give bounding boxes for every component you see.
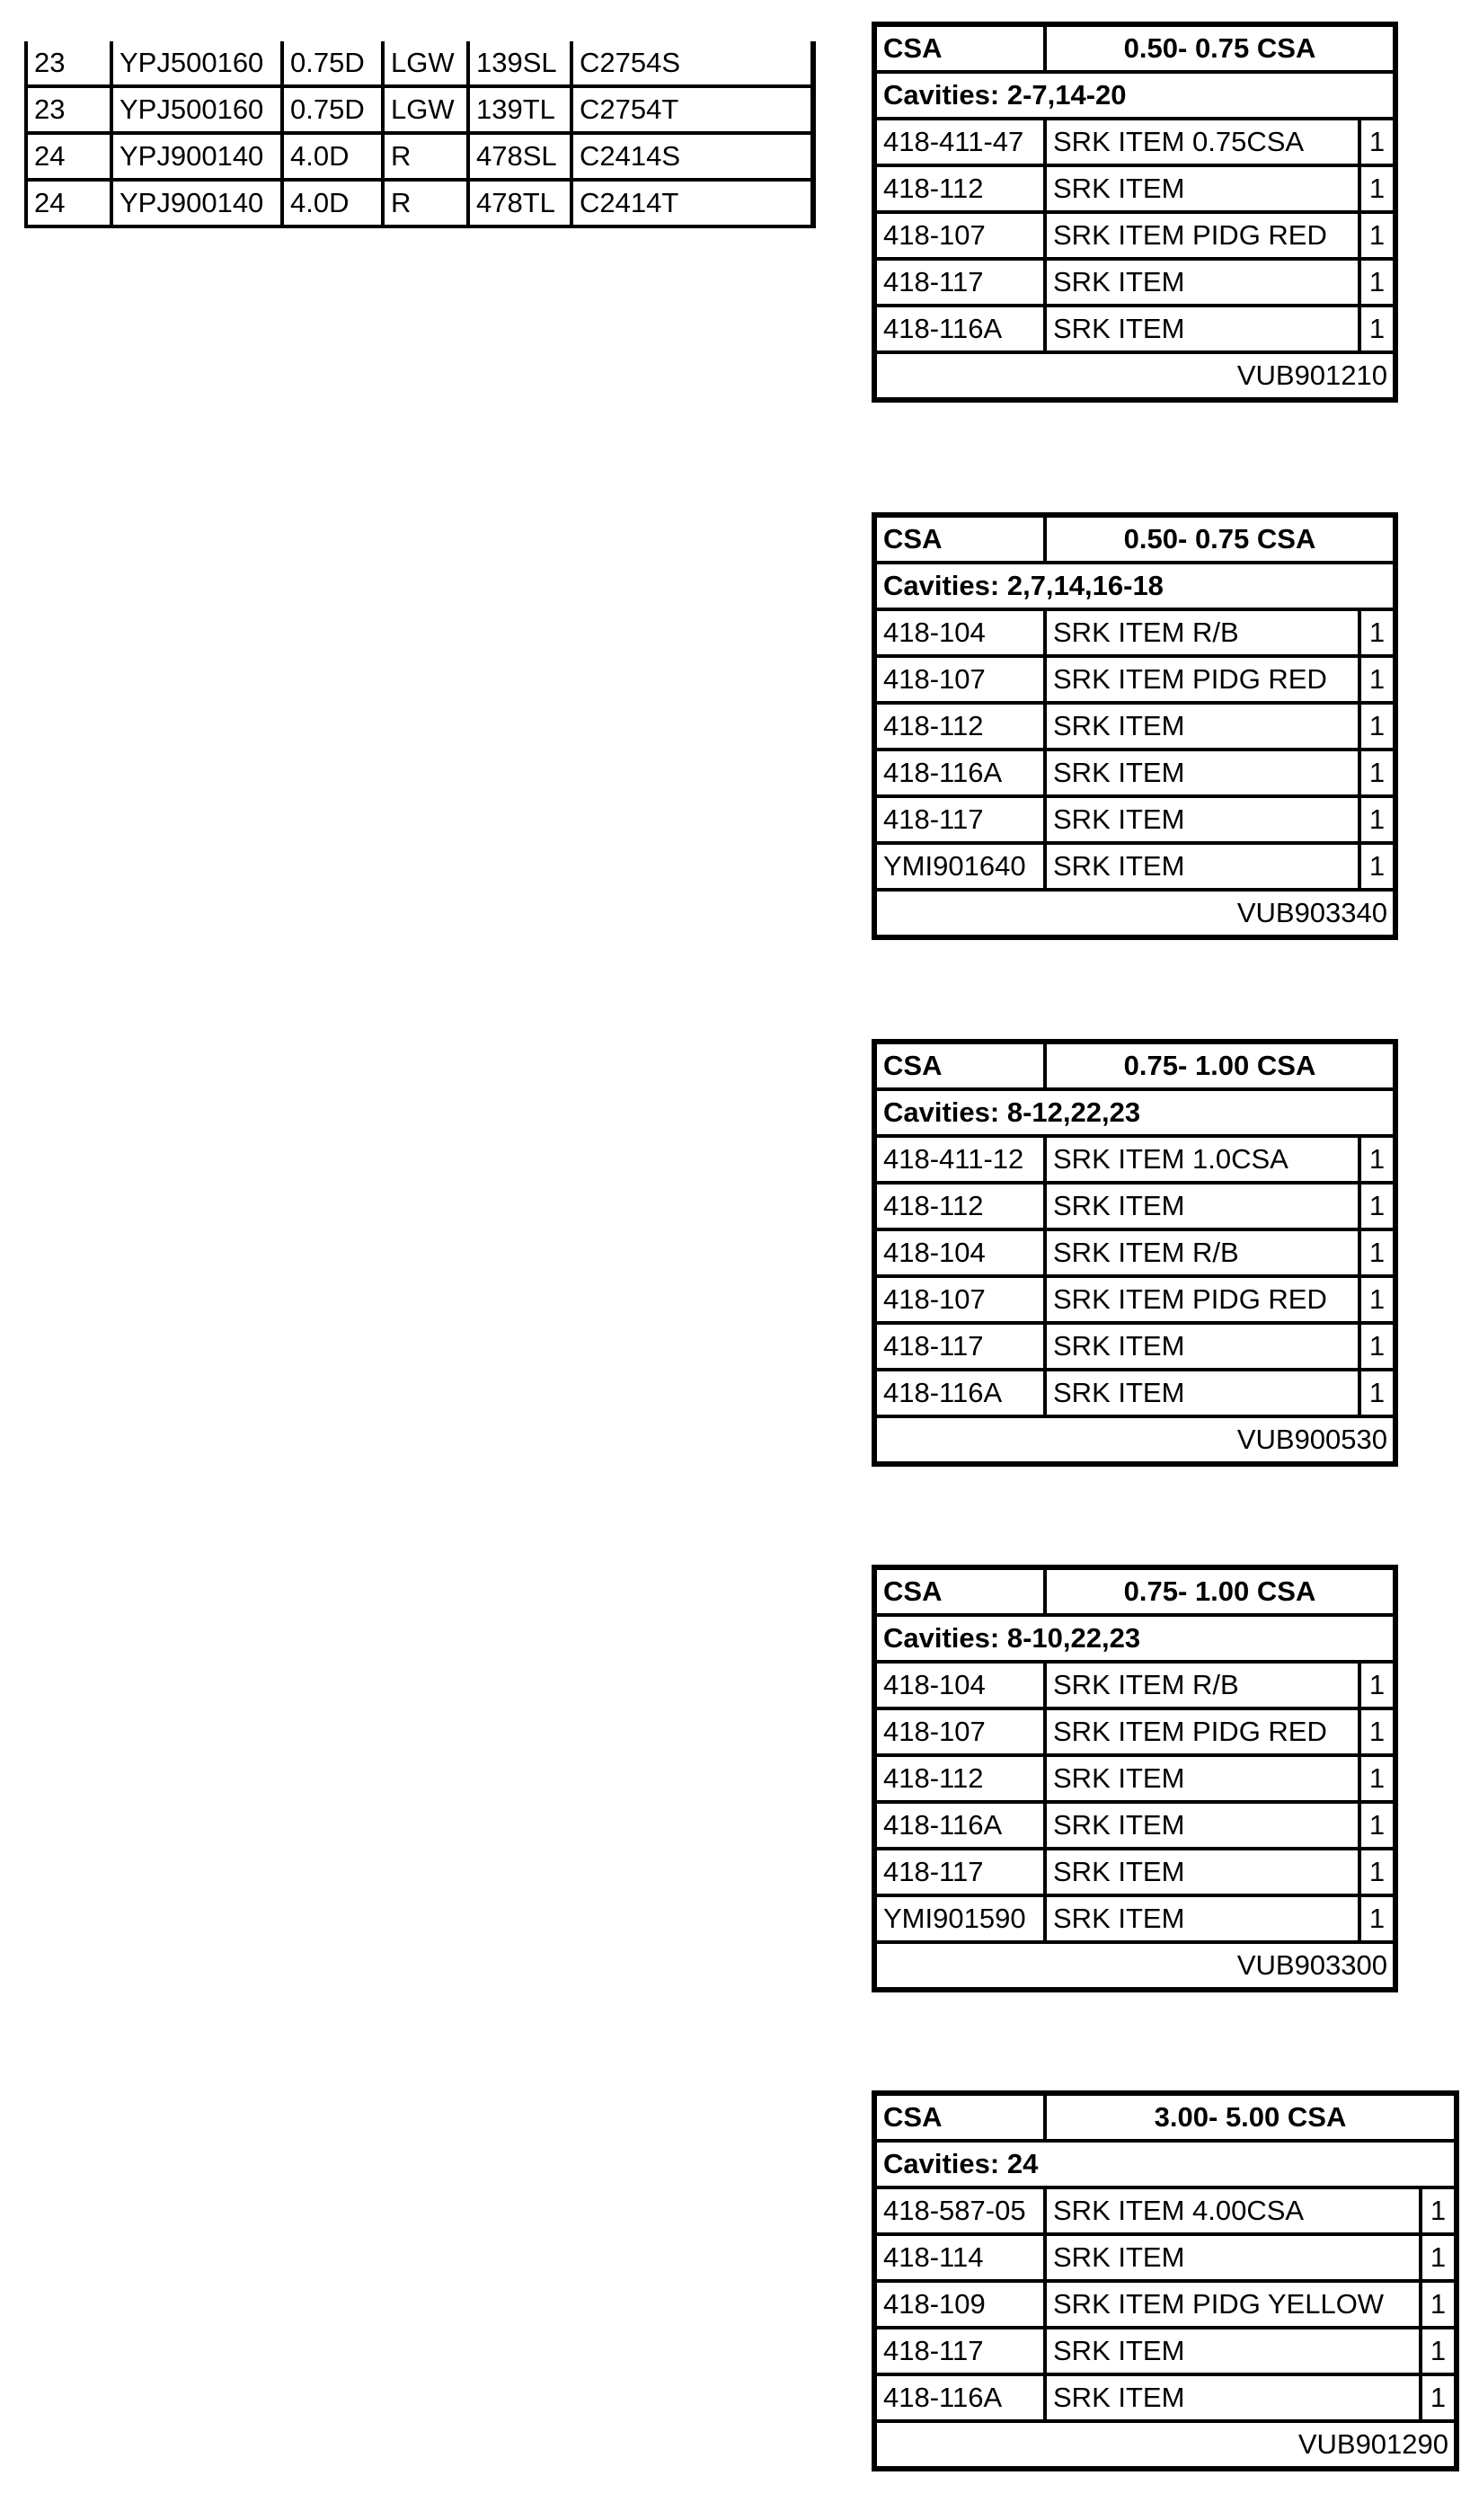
- size-cell: 4.0D: [282, 180, 383, 226]
- item-part: YMI901640: [874, 843, 1045, 890]
- item-part: 418-112: [874, 165, 1045, 212]
- item-qty: 1: [1359, 1276, 1395, 1323]
- kit-item-row: [874, 1895, 1395, 1942]
- item-desc: SRK ITEM: [1045, 259, 1359, 306]
- item-part: 418-116A: [874, 1802, 1045, 1849]
- item-desc: SRK ITEM PIDG RED: [1045, 212, 1359, 259]
- kit-code: VUB901210: [874, 352, 1395, 400]
- kit-header-row: [874, 1042, 1395, 1089]
- item-qty: 1: [1359, 165, 1395, 212]
- item-part: 418-117: [874, 259, 1045, 306]
- kit-range: 0.50- 0.75 CSA: [1045, 24, 1395, 72]
- part-cell: YPJ500160: [111, 86, 282, 133]
- kit-code-row: [874, 352, 1395, 400]
- item-desc: SRK ITEM R/B: [1045, 609, 1359, 656]
- kit-cavities: Cavities: 8-12,22,23: [874, 1089, 1395, 1136]
- item-desc: SRK ITEM: [1045, 1755, 1359, 1802]
- kit-code: VUB900530: [874, 1416, 1395, 1464]
- item-desc: SRK ITEM: [1045, 1370, 1359, 1416]
- item-qty: 1: [1421, 2234, 1457, 2281]
- size-cell: 0.75D: [282, 41, 383, 86]
- kit-label: CSA: [874, 1042, 1045, 1089]
- item-desc: SRK ITEM: [1045, 796, 1359, 843]
- kit-cavities: Cavities: 2-7,14-20: [874, 72, 1395, 119]
- item-part: 418-104: [874, 1229, 1045, 1276]
- cavity-cell: 23: [26, 41, 111, 86]
- circuit-cell: C2754T: [571, 86, 813, 133]
- item-part: 418-411-12: [874, 1136, 1045, 1183]
- kit-range: 0.75- 1.00 CSA: [1045, 1567, 1395, 1615]
- item-qty: 1: [1359, 656, 1395, 703]
- item-desc: SRK ITEM: [1045, 1323, 1359, 1370]
- item-qty: 1: [1359, 1708, 1395, 1755]
- wire-cell: 478TL: [468, 180, 571, 226]
- kit-header-row: [874, 24, 1395, 72]
- item-part: YMI901590: [874, 1895, 1045, 1942]
- item-qty: 1: [1359, 306, 1395, 352]
- item-qty: 1: [1421, 2328, 1457, 2374]
- item-part: 418-116A: [874, 1370, 1045, 1416]
- kit-item-row: [874, 1755, 1395, 1802]
- item-desc: SRK ITEM: [1045, 843, 1359, 890]
- wire-cell: 478SL: [468, 133, 571, 180]
- wire-cell: 139SL: [468, 41, 571, 86]
- item-part: 418-117: [874, 796, 1045, 843]
- circuit-cell: C2414T: [571, 180, 813, 226]
- item-desc: SRK ITEM: [1045, 2328, 1421, 2374]
- kit-label: CSA: [874, 2093, 1045, 2141]
- item-qty: 1: [1421, 2281, 1457, 2328]
- item-qty: 1: [1359, 1802, 1395, 1849]
- item-qty: 1: [1359, 1849, 1395, 1895]
- kit-item-row: [874, 1183, 1395, 1229]
- item-part: 418-587-05: [874, 2187, 1045, 2234]
- csa-kit-table: [872, 512, 1398, 940]
- kit-item-row: [874, 750, 1395, 796]
- color-cell: R: [383, 180, 468, 226]
- item-desc: SRK ITEM PIDG YELLOW: [1045, 2281, 1421, 2328]
- part-cell: YPJ900140: [111, 133, 282, 180]
- kit-cavities-row: [874, 72, 1395, 119]
- item-qty: 1: [1421, 2187, 1457, 2234]
- kit-item-row: [874, 259, 1395, 306]
- kit-item-row: [874, 2281, 1457, 2328]
- kit-code-row: [874, 1416, 1395, 1464]
- kit-code-row: [874, 1942, 1395, 1990]
- item-part: 418-114: [874, 2234, 1045, 2281]
- item-part: 418-109: [874, 2281, 1045, 2328]
- item-qty: 1: [1359, 259, 1395, 306]
- kit-item-row: [874, 165, 1395, 212]
- kit-code-row: [874, 890, 1395, 937]
- csa-kit-table: [872, 22, 1398, 403]
- kit-item-row: [874, 1276, 1395, 1323]
- item-desc: SRK ITEM 0.75CSA: [1045, 119, 1359, 165]
- kit-item-row: [874, 1229, 1395, 1276]
- kit-cavities-row: [874, 563, 1395, 609]
- item-part: 418-107: [874, 656, 1045, 703]
- cavity-cell: 23: [26, 86, 111, 133]
- part-cell: YPJ900140: [111, 180, 282, 226]
- kit-item-row: [874, 212, 1395, 259]
- kit-cavities-row: [874, 2141, 1457, 2187]
- item-part: 418-104: [874, 609, 1045, 656]
- kit-item-row: [874, 306, 1395, 352]
- kit-item-row: [874, 703, 1395, 750]
- kit-label: CSA: [874, 24, 1045, 72]
- item-desc: SRK ITEM: [1045, 1849, 1359, 1895]
- item-qty: 1: [1421, 2374, 1457, 2421]
- item-desc: SRK ITEM PIDG RED: [1045, 656, 1359, 703]
- kit-code: VUB903300: [874, 1942, 1395, 1990]
- item-desc: SRK ITEM: [1045, 306, 1359, 352]
- kit-item-row: [874, 1323, 1395, 1370]
- kit-item-row: [874, 1802, 1395, 1849]
- kit-label: CSA: [874, 1567, 1045, 1615]
- item-desc: SRK ITEM: [1045, 2374, 1421, 2421]
- item-qty: 1: [1359, 1323, 1395, 1370]
- item-desc: SRK ITEM: [1045, 703, 1359, 750]
- item-qty: 1: [1359, 212, 1395, 259]
- table-row: [26, 41, 813, 86]
- item-desc: SRK ITEM: [1045, 1895, 1359, 1942]
- item-qty: 1: [1359, 1183, 1395, 1229]
- cavity-cell: 24: [26, 133, 111, 180]
- item-part: 418-107: [874, 212, 1045, 259]
- kit-label: CSA: [874, 515, 1045, 563]
- kit-cavities: Cavities: 24: [874, 2141, 1457, 2187]
- item-qty: 1: [1359, 119, 1395, 165]
- item-qty: 1: [1359, 1755, 1395, 1802]
- item-qty: 1: [1359, 609, 1395, 656]
- item-part: 418-112: [874, 1755, 1045, 1802]
- item-part: 418-116A: [874, 750, 1045, 796]
- item-part: 418-117: [874, 1323, 1045, 1370]
- wire-table: [24, 41, 816, 228]
- item-part: 418-117: [874, 2328, 1045, 2374]
- item-part: 418-117: [874, 1849, 1045, 1895]
- kit-cavities-row: [874, 1089, 1395, 1136]
- kit-item-row: [874, 2234, 1457, 2281]
- item-desc: SRK ITEM: [1045, 165, 1359, 212]
- item-desc: SRK ITEM 4.00CSA: [1045, 2187, 1421, 2234]
- kit-item-row: [874, 609, 1395, 656]
- kit-header-row: [874, 1567, 1395, 1615]
- color-cell: LGW: [383, 86, 468, 133]
- size-cell: 4.0D: [282, 133, 383, 180]
- item-part: 418-104: [874, 1662, 1045, 1708]
- kit-item-row: [874, 1136, 1395, 1183]
- kit-item-row: [874, 796, 1395, 843]
- kit-header-row: [874, 2093, 1457, 2141]
- kit-cavities-row: [874, 1615, 1395, 1662]
- item-part: 418-116A: [874, 2374, 1045, 2421]
- item-desc: SRK ITEM: [1045, 2234, 1421, 2281]
- circuit-cell: C2414S: [571, 133, 813, 180]
- kit-cavities: Cavities: 8-10,22,23: [874, 1615, 1395, 1662]
- item-desc: SRK ITEM: [1045, 1802, 1359, 1849]
- kit-item-row: [874, 1849, 1395, 1895]
- kit-range: 0.50- 0.75 CSA: [1045, 515, 1395, 563]
- item-part: 418-411-47: [874, 119, 1045, 165]
- size-cell: 0.75D: [282, 86, 383, 133]
- item-desc: SRK ITEM PIDG RED: [1045, 1708, 1359, 1755]
- item-part: 418-112: [874, 703, 1045, 750]
- color-cell: R: [383, 133, 468, 180]
- kit-cavities: Cavities: 2,7,14,16-18: [874, 563, 1395, 609]
- item-part: 418-107: [874, 1708, 1045, 1755]
- part-cell: YPJ500160: [111, 41, 282, 86]
- table-row: [26, 86, 813, 133]
- item-desc: SRK ITEM: [1045, 750, 1359, 796]
- kit-item-row: [874, 1662, 1395, 1708]
- kit-code-row: [874, 2421, 1457, 2469]
- item-qty: 1: [1359, 1662, 1395, 1708]
- item-qty: 1: [1359, 703, 1395, 750]
- item-qty: 1: [1359, 796, 1395, 843]
- item-desc: SRK ITEM R/B: [1045, 1662, 1359, 1708]
- item-part: 418-116A: [874, 306, 1045, 352]
- kit-item-row: [874, 2187, 1457, 2234]
- kit-item-row: [874, 1708, 1395, 1755]
- kit-item-row: [874, 119, 1395, 165]
- item-qty: 1: [1359, 1895, 1395, 1942]
- item-qty: 1: [1359, 1229, 1395, 1276]
- kit-item-row: [874, 843, 1395, 890]
- csa-kit-table: [872, 1039, 1398, 1467]
- item-qty: 1: [1359, 1136, 1395, 1183]
- item-desc: SRK ITEM PIDG RED: [1045, 1276, 1359, 1323]
- table-row: [26, 180, 813, 226]
- item-desc: SRK ITEM R/B: [1045, 1229, 1359, 1276]
- item-desc: SRK ITEM 1.0CSA: [1045, 1136, 1359, 1183]
- kit-range: 3.00- 5.00 CSA: [1045, 2093, 1457, 2141]
- cavity-cell: 24: [26, 180, 111, 226]
- csa-kit-table: [872, 2090, 1459, 2471]
- item-qty: 1: [1359, 1370, 1395, 1416]
- kit-item-row: [874, 1370, 1395, 1416]
- wire-cell: 139TL: [468, 86, 571, 133]
- kit-code: VUB901290: [874, 2421, 1457, 2469]
- item-part: 418-112: [874, 1183, 1045, 1229]
- item-part: 418-107: [874, 1276, 1045, 1323]
- item-qty: 1: [1359, 750, 1395, 796]
- csa-kit-table: [872, 1565, 1398, 1992]
- item-desc: SRK ITEM: [1045, 1183, 1359, 1229]
- kit-range: 0.75- 1.00 CSA: [1045, 1042, 1395, 1089]
- item-qty: 1: [1359, 843, 1395, 890]
- kit-header-row: [874, 515, 1395, 563]
- kit-item-row: [874, 2328, 1457, 2374]
- color-cell: LGW: [383, 41, 468, 86]
- circuit-cell: C2754S: [571, 41, 813, 86]
- kit-item-row: [874, 2374, 1457, 2421]
- kit-item-row: [874, 656, 1395, 703]
- kit-code: VUB903340: [874, 890, 1395, 937]
- table-row: [26, 133, 813, 180]
